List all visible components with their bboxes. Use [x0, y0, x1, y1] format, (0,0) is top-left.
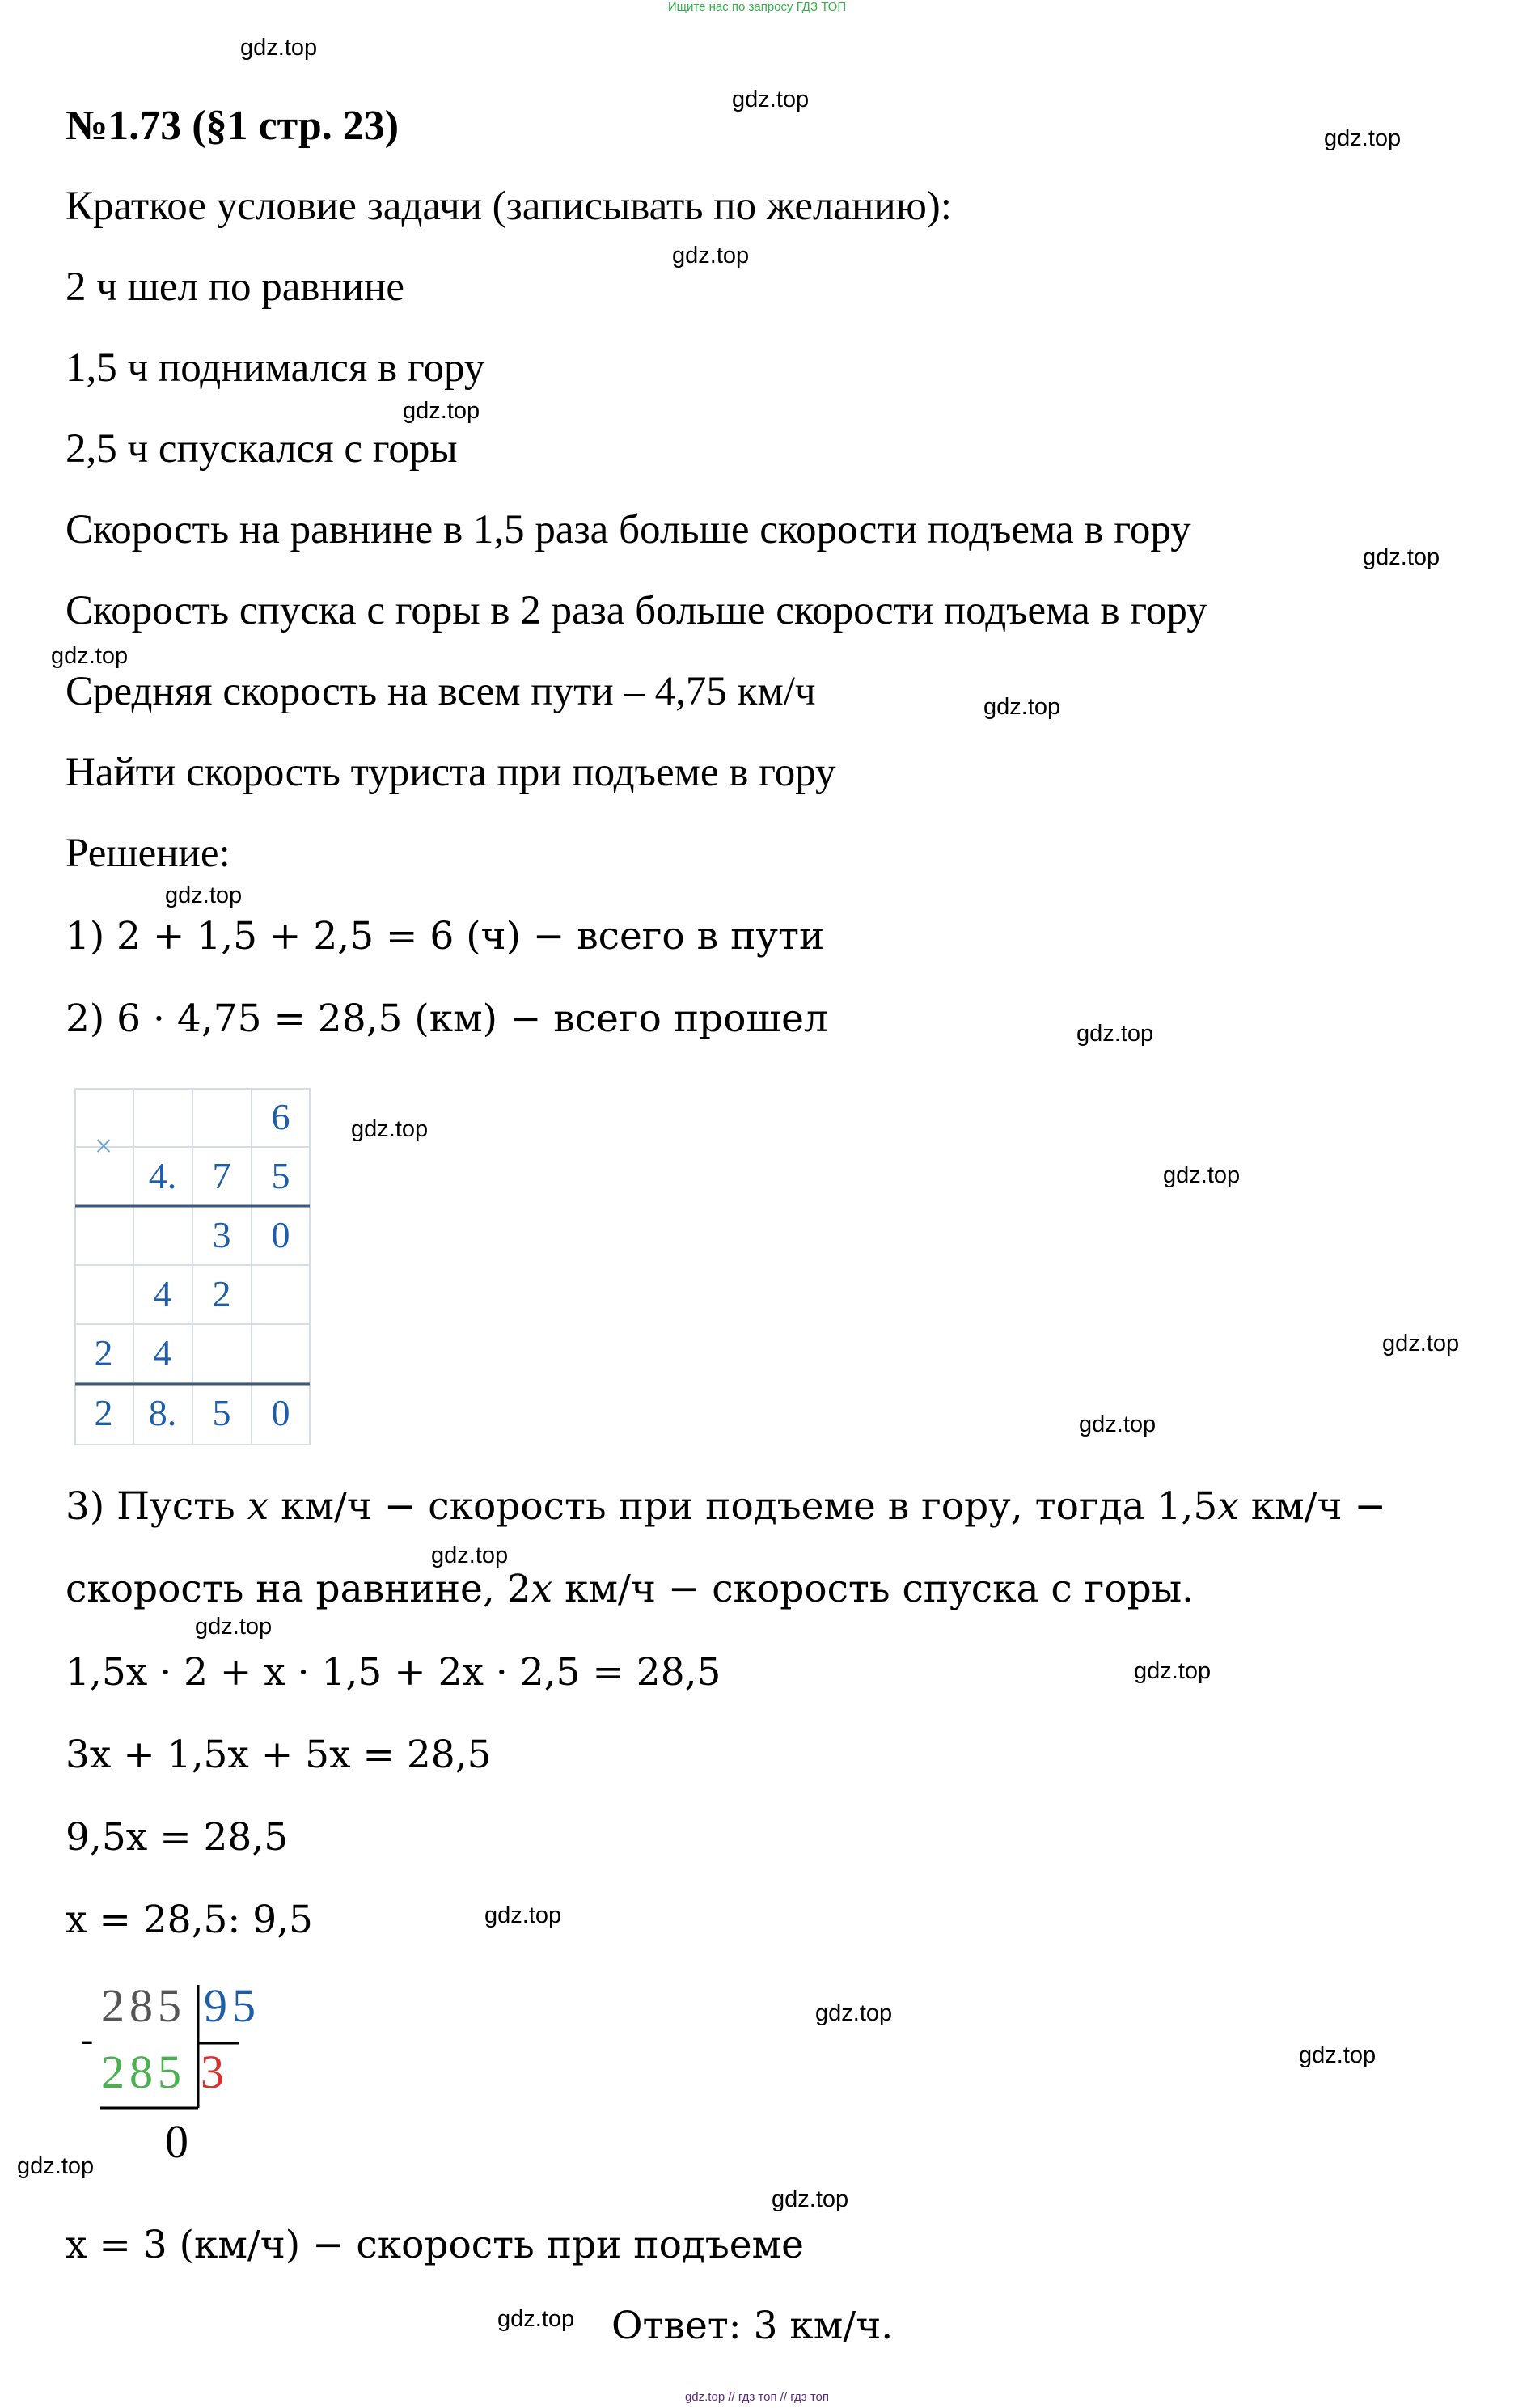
watermark: gdz.top — [772, 2186, 849, 2212]
condition-line: Средняя скорость на всем пути – 4,75 км/ч — [66, 669, 816, 714]
step-3-text: км/ч − скорость спуска с горы. — [552, 1567, 1195, 1611]
watermark: gdz.top — [1363, 544, 1440, 570]
step-3-text: скорость на равнине, 2 — [66, 1567, 531, 1611]
answer: Ответ: 3 км/ч. — [611, 2304, 894, 2348]
step-3-line-2 — [66, 1567, 1194, 1611]
grid-digit: 4 — [153, 1273, 172, 1314]
quotient: 3 — [201, 2046, 229, 2098]
watermark: gdz.top — [1299, 2042, 1377, 2068]
solution-heading: Решение: — [66, 831, 230, 876]
condition-line: Скорость на равнине в 1,5 раза больше скорости подъема в гору — [66, 507, 1191, 552]
grid-digit: 4 — [153, 1332, 172, 1373]
variable-x: x — [247, 1484, 269, 1529]
equation-3: 9,5x = 28,5 — [66, 1815, 289, 1860]
watermark: gdz.top — [51, 643, 129, 669]
equation-1: 1,5x · 2 + x · 1,5 + 2x · 2,5 = 28,5 — [66, 1650, 721, 1695]
watermark: gdz.top — [1134, 1658, 1212, 1684]
grid-digit: 6 — [271, 1096, 290, 1137]
result-line: x = 3 (км/ч) − скорость при подъеме — [66, 2223, 804, 2267]
variable-x: x — [531, 1567, 553, 1611]
grid-digit: 8. — [148, 1392, 177, 1433]
condition-line: 1,5 ч поднимался в гору — [66, 345, 485, 391]
grid-digit: 2 — [94, 1392, 113, 1433]
watermark: gdz.top — [165, 882, 243, 908]
subtrahend: 285 — [101, 2046, 186, 2098]
grid-digit: 0 — [271, 1214, 290, 1255]
dividend: 285 — [101, 1979, 186, 2032]
condition-line: 2 ч шел по равнине — [66, 264, 405, 310]
watermark: gdz.top — [240, 35, 318, 61]
multiplication-grid — [74, 1088, 311, 1445]
watermark: gdz.top — [17, 2153, 95, 2179]
step-3-text: 3) Пусть — [66, 1484, 247, 1529]
condition-line: 2,5 ч спускался с горы — [66, 426, 458, 472]
watermark: gdz.top — [983, 694, 1061, 720]
grid-digit: 2 — [94, 1332, 113, 1373]
long-division — [81, 1978, 291, 2173]
grid-digit: 5 — [271, 1155, 290, 1196]
divisor: 95 — [204, 1979, 260, 2032]
division-lines — [81, 1978, 291, 2173]
equation-4: x = 28,5: 9,5 — [66, 1898, 313, 1942]
watermark: gdz.top — [1163, 1162, 1241, 1188]
condition-heading: Краткое условие задачи (записывать по желанию): — [66, 184, 952, 229]
minus-sign: - — [81, 2018, 99, 2059]
step-3-text: км/ч − скорость при подъеме в гору, тогда 1,5 — [269, 1484, 1218, 1529]
watermark: gdz.top — [815, 2000, 893, 2026]
equation-2: 3x + 1,5x + 5x = 28,5 — [66, 1733, 492, 1777]
step-1: 1) 2 + 1,5 + 2,5 = 6 (ч) − всего в пути — [66, 914, 825, 959]
watermark: gdz.top — [195, 1614, 273, 1640]
footer-links: gdz.top // гдз топ // гдз топ — [684, 2390, 830, 2404]
watermark: gdz.top — [484, 1902, 562, 1928]
grid-digit: 2 — [212, 1273, 231, 1314]
grid-digit: 7 — [212, 1155, 231, 1196]
watermark: gdz.top — [672, 243, 750, 269]
variable-x: x — [1217, 1484, 1239, 1529]
page-title: №1.73 (§1 стр. 23) — [66, 103, 400, 149]
grid-digit: 5 — [212, 1392, 231, 1433]
watermark: gdz.top — [403, 398, 480, 424]
watermark: gdz.top — [1076, 1021, 1154, 1047]
grid-digit: 4. — [148, 1155, 177, 1196]
watermark: gdz.top — [732, 87, 810, 112]
grid-digit: 0 — [271, 1392, 290, 1433]
step-3-line-1 — [66, 1484, 1386, 1529]
multiply-sign: × — [94, 1128, 113, 1164]
watermark: gdz.top — [351, 1116, 429, 1142]
watermark: gdz.top — [1079, 1411, 1157, 1437]
remainder: 0 — [165, 2115, 193, 2168]
watermark: gdz.top — [497, 2306, 575, 2332]
watermark: gdz.top — [431, 1543, 509, 1568]
top-banner: Ищите нас по запросу ГДЗ ТОП — [667, 0, 847, 14]
watermark: gdz.top — [1382, 1331, 1460, 1356]
condition-line: Найти скорость туриста при подъеме в гору — [66, 750, 836, 795]
step-2: 2) 6 · 4,75 = 28,5 (км) − всего прошел — [66, 997, 828, 1041]
step-3-text: км/ч − — [1238, 1484, 1386, 1529]
grid-digit: 3 — [212, 1214, 231, 1255]
watermark: gdz.top — [1324, 125, 1402, 151]
condition-line: Скорость спуска с горы в 2 раза больше скорости подъема в гору — [66, 588, 1207, 633]
